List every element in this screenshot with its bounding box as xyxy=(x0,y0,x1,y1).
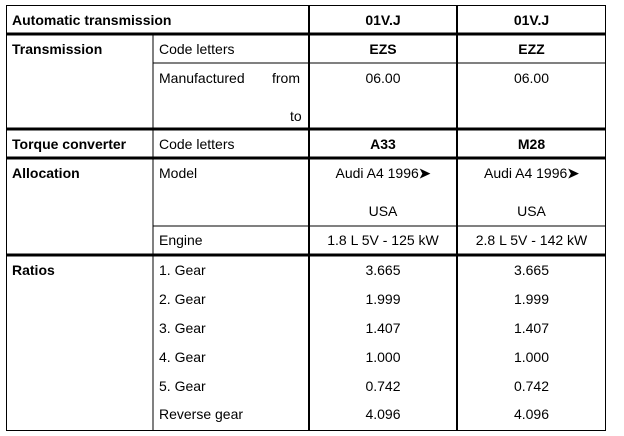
ratio-value-1: 4.096 xyxy=(365,406,401,422)
ratio-value-2: 3.665 xyxy=(513,262,550,278)
torque-converter-label: Torque converter xyxy=(12,136,127,152)
ratio-value-2: 1.999 xyxy=(513,291,550,307)
transmission-code-2: EZZ xyxy=(518,41,545,57)
ratio-value-2: 4.096 xyxy=(513,406,550,422)
header-title: Automatic transmission xyxy=(12,12,172,28)
torque-converter-code-label: Code letters xyxy=(159,136,235,152)
model-2 xyxy=(457,165,606,181)
ratio-value-1: 1.999 xyxy=(365,291,401,307)
ratio-value-1: 1.000 xyxy=(365,349,401,365)
spec-table xyxy=(6,5,606,431)
ratio-gear: 5. Gear xyxy=(159,378,206,394)
ratio-value-1: 1.407 xyxy=(365,320,401,336)
ratio-value-1: 3.665 xyxy=(365,262,401,278)
model-1-text: Audi A4 1996 xyxy=(335,165,419,181)
header-col1: 01V.J xyxy=(365,12,401,28)
region-2: USA xyxy=(517,203,546,219)
transmission-label: Transmission xyxy=(12,41,103,57)
ratio-gear: Reverse gear xyxy=(159,406,244,422)
engine-1: 1.8 L 5V - 125 kW xyxy=(327,232,439,248)
ratio-value-2: 0.742 xyxy=(513,378,550,394)
manufactured-from-2: 06.00 xyxy=(513,70,550,86)
manufactured-to-label: to xyxy=(290,108,302,124)
ratio-gear: 3. Gear xyxy=(159,320,206,336)
manufactured-from-1: 06.00 xyxy=(365,70,401,86)
ratio-value-1: 0.742 xyxy=(365,378,401,394)
engine-2: 2.8 L 5V - 142 kW xyxy=(475,232,588,248)
ratio-gear: 2. Gear xyxy=(159,291,206,307)
arrow-right-icon: ➤ xyxy=(418,165,431,181)
header-col2: 01V.J xyxy=(513,12,550,28)
ratios-label: Ratios xyxy=(12,262,55,278)
manufactured-label: Manufactured xyxy=(159,70,245,86)
torque-converter-code-2: M28 xyxy=(517,136,546,152)
ratio-gear: 4. Gear xyxy=(159,349,206,365)
transmission-code-label: Code letters xyxy=(159,41,235,57)
engine-label: Engine xyxy=(159,232,203,248)
model-2-text: Audi A4 1996 xyxy=(483,165,568,181)
manufactured-from-label: from xyxy=(272,70,300,86)
region-1: USA xyxy=(368,203,398,219)
transmission-code-1: EZS xyxy=(369,41,397,57)
model-1 xyxy=(309,165,457,181)
ratio-gear: 1. Gear xyxy=(159,262,206,278)
ratio-value-2: 1.407 xyxy=(513,320,550,336)
model-label: Model xyxy=(159,165,198,181)
allocation-label: Allocation xyxy=(12,165,80,181)
ratio-value-2: 1.000 xyxy=(513,349,550,365)
torque-converter-code-1: A33 xyxy=(370,136,396,152)
arrow-right-icon: ➤ xyxy=(567,165,580,181)
